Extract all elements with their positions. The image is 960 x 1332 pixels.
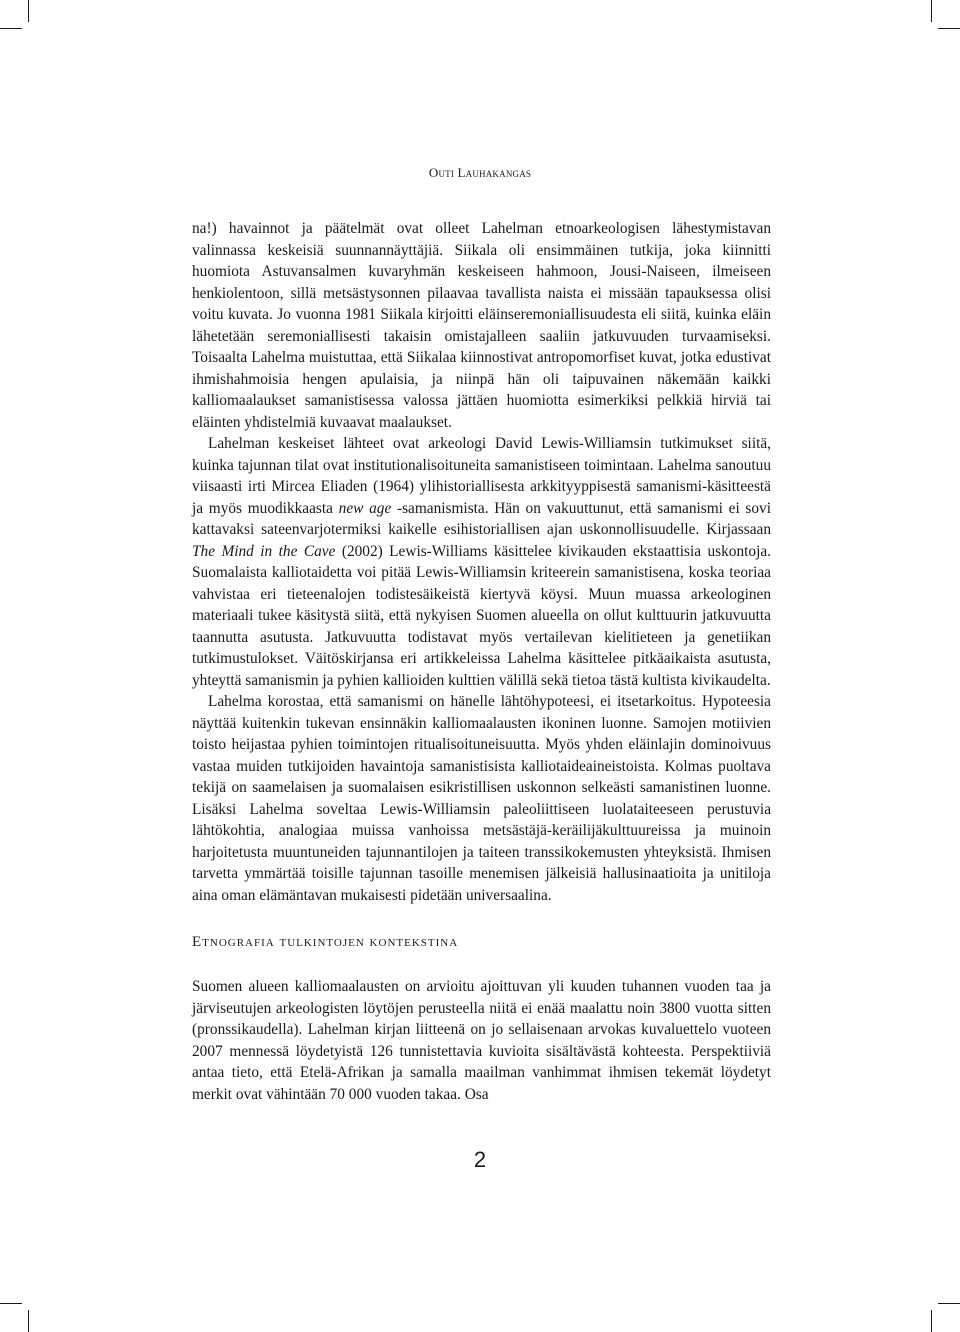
italic-title-text: new age	[338, 499, 392, 517]
body-paragraph	[192, 691, 771, 906]
section-heading	[192, 934, 771, 951]
paragraph-text-run: na!) havainnot ja päätelmät ovat olleet Lahelman etnoarkeologisen lähestymistavan valinnassa keskeisiä suunnannäyttäjiä. Siikala oli ensimmäinen tutkija, joka kiinnitti huomiota Astuvansalmen kuvaryhmän keskeiseen hahmoon, Jousi-Naiseen, ilmeiseen henkiolentoon, sillä metsästysonnen pilaavaa tavallista naista ei missään tapauksessa olisi voitu kuvata. Jo vuonna 1981 Siikala kirjoitti eläinseremoniallisuudesta eli siitä, kuinka eläin lähetetään seremoniallisesti takaisin omistajalleen saaliin jatkuvuuden turvaamiseksi. Toisaalta Lahelma muistuttaa, että Siikalaa kiinnostivat antropomorfiset kuvat, jotka edustivat ihmishahmoisia hengen apulaisia, ja niinpä hän oli taipuvainen näkemään kaikki kalliomaalaukset samanistisessa valossa jättäen huomiotta esimerkiksi pelkkiä hirviä tai eläinten yhdistelmiä kuvaavat maalaukset.	[192, 220, 771, 431]
paragraph-text-run: Lahelma korostaa, että samanismi on hänelle lähtöhypoteesi, ei itsetarkoitus. Hypoteesia näyttää kuitenkin tukevan ensinnäkin kalliomaalausten ikoninen luonne. Samojen motiivien toisto heijastaa pyhien toimintojen ritualisoituneisuutta. Myös yhden eläinlajin dominoivuus vastaa muiden tutkijoiden havaintoja samanistisista kalliotaideaineistoista. Kolmas puoltava tekijä on saamelaisen ja suomalaisen esikristillisen uskonnon selkeästi samanistinen luonne. Lisäksi Lahelma soveltaa Lewis-Williamsin paleoliittiseen luolataiteeseen perustuvia lähtökohtia, analogiaa muissa vanhoissa metsästäjä-keräilijäkulttuureissa ja muinoin harjoitetusta muuntuneiden tajunnantilojen ja taiteen transsikokemusten yhteyksistä. Ihmisen tarvetta ymmärtää toisille tajunnan tasoille menemisen jälkeisiä hallusinaatioita ja unitiloja aina oman elämäntavan mukaisesti pidetään universaalina.	[192, 693, 771, 904]
section-paragraph: Suomen alueen kalliomaalausten on arvioitu ajoittuvan yli kuuden tuhannen vuoden taa ja järviseutujen arkeologisten löytöjen perusteella niitä ei enää maalattu noin 3800 vuotta sitten (pronssikaudella). Lahelman kirjan liitteenä on jo sellaisenaan arvokas kuvaluettelo vuoteen 2007 mennessä löydetyistä 126 tunnistettavia kuvioita sisältävästä kohteesta. Perspektiiviä antaa tieto, että Etelä-Afrikan ja samalla maailman vanhimmat ihmisen tekemät löydetyt merkit ovat vähintään 70 000 vuoden takaa. Osa	[192, 978, 771, 1103]
crop-mark-top-left-h	[0, 28, 22, 29]
running-head-text: Outi Lauhakangas	[428, 165, 532, 180]
crop-mark-top-left-v	[28, 0, 29, 22]
crop-mark-bottom-right-v	[931, 1310, 932, 1332]
crop-mark-top-right-h	[938, 28, 960, 29]
crop-mark-bottom-left-h	[0, 1303, 22, 1304]
section-heading-text: Etnografia tulkintojen kontekstina	[192, 934, 459, 950]
paragraph-text-run: Lahelman keskeiset lähteet ovat arkeologi David Lewis-Williamsin tutkimukset siitä, kuinka tajunnan tilat ovat institutionalisoituneita samanistiseen toimintaan. Lahelma sanoutuu viisaasti irti Mircea Eliaden (1964) ylihistoriallisesta arkkityyppisestä samanismi-käsitteestä ja myös muodikkaasta	[192, 435, 771, 517]
crop-mark-bottom-left-v	[28, 1310, 29, 1332]
paragraph-text-run: -samanismista. Hän on vakuuttunut, että samanismi ei sovi kattavaksi sateenvarjotermiksi kaikelle esihistoriallisen ajan uskonnollisuudelle. Kirjassaan	[192, 499, 771, 538]
running-head	[190, 165, 770, 181]
body-paragraph	[192, 218, 771, 433]
paragraph-text-run: (2002) Lewis-Williams käsittelee kivikauden ekstaattisia uskontoja. Suomalaista kalliotaidetta voi pitää Lewis-Williamsin kriteerein samanistisena, koska teoriaa vahvistaa eri tieteenalojen todistesäikeistä kiertyvä köysi. Muun muassa arkeologinen materiaali tukee käsitystä siitä, että nykyisen Suomen alueella on ollut kulttuurin jatkuvuutta taannutta asutusta. Jatkuvuutta todistavat myös vertailevan kielitieteen ja genetiikan tutkimustulokset. Väitöskirjansa eri artikkeleissa Lahelma käsittelee pitkäaikaista asutusta, yhteyttä samanismin ja pyhien kallioiden kulttien välillä sekä tietoa tästä kultista kivikaudelta.	[192, 542, 771, 689]
body-paragraph	[192, 433, 771, 691]
page-number: 2	[473, 1147, 487, 1172]
body-text	[192, 218, 771, 906]
crop-mark-bottom-right-h	[938, 1303, 960, 1304]
crop-mark-top-right-v	[931, 0, 932, 22]
italic-title-text: The Mind in the Cave	[192, 542, 336, 560]
